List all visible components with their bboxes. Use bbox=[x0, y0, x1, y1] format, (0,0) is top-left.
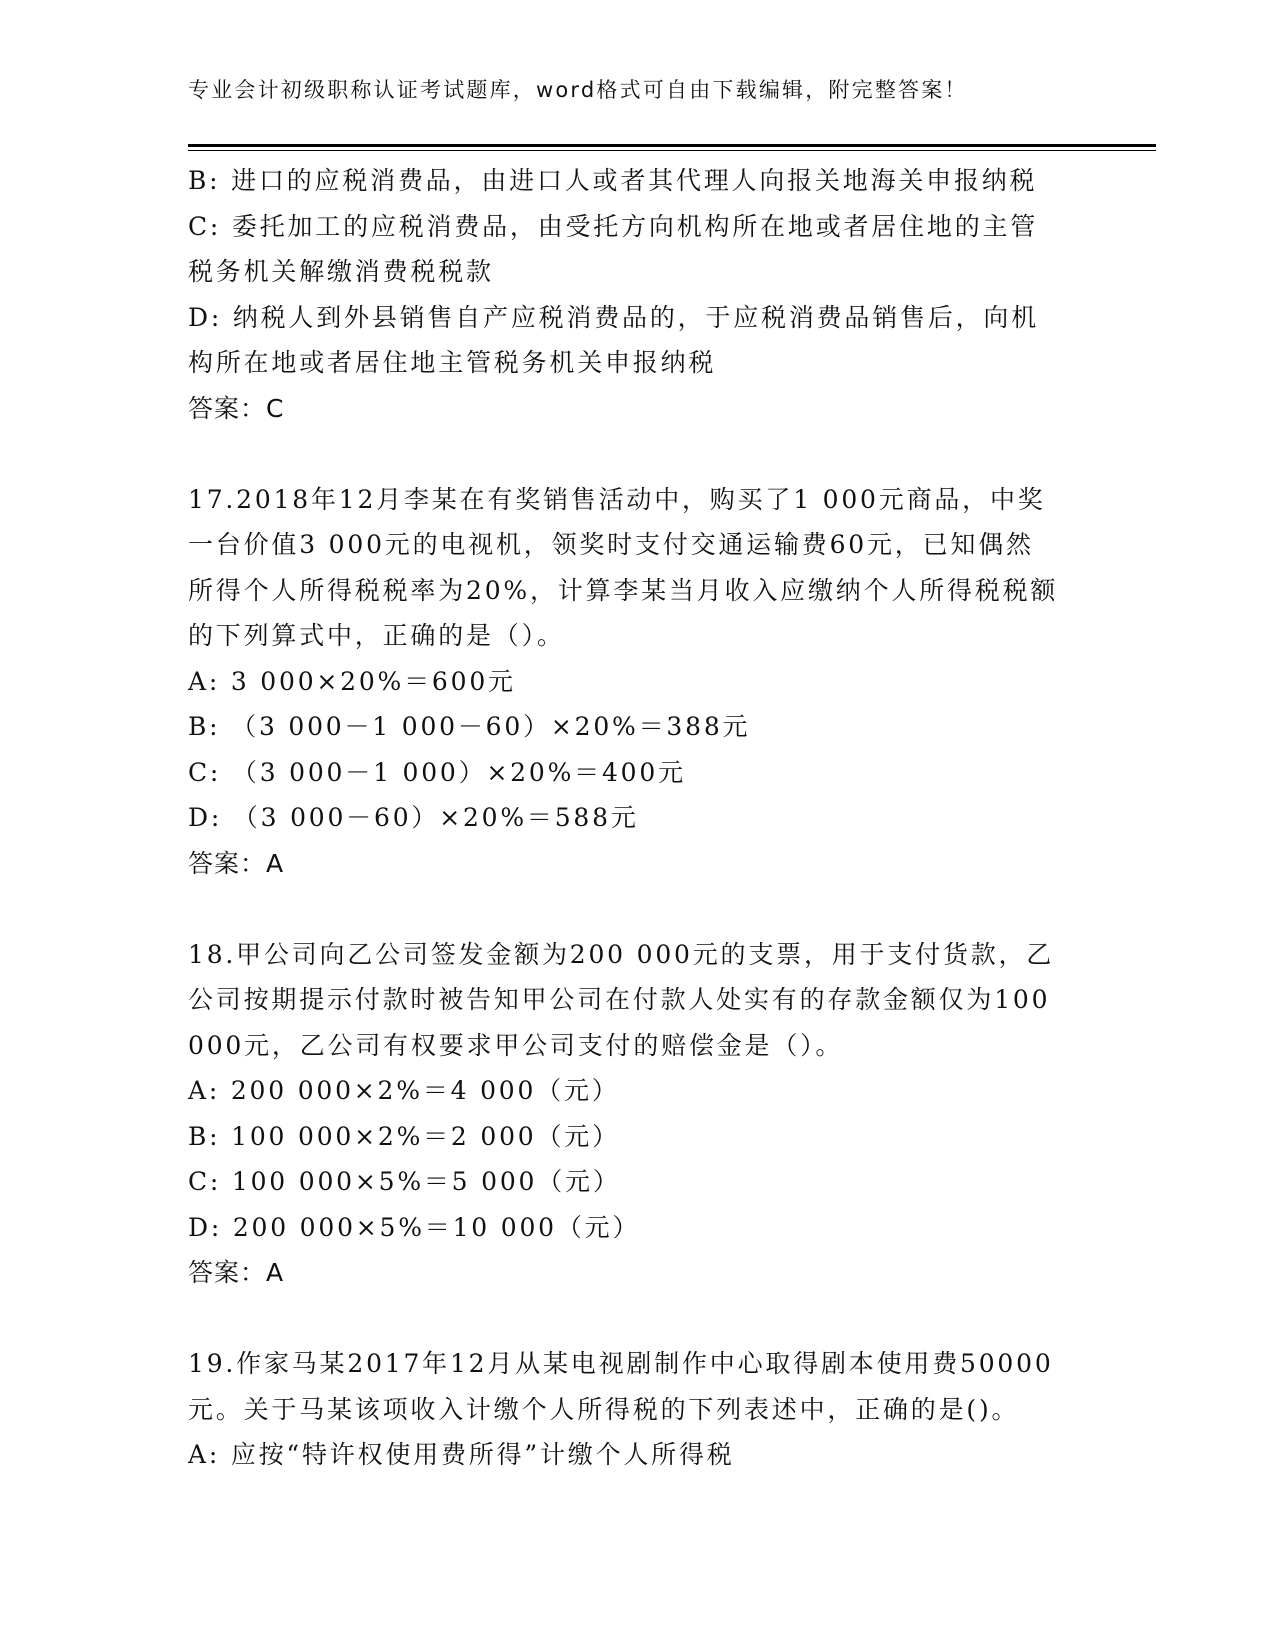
question-stem-line: 19.作家马某2017年12月从某电视剧制作中心取得剧本使用费50000 bbox=[188, 1349, 1054, 1378]
option-b: B: 100 000×2%＝2 000（元） bbox=[188, 1121, 620, 1151]
option-line: D: 纳税人到外县销售自产应税消费品的，于应税消费品销售后，向机 bbox=[188, 302, 1040, 332]
option-d: D: （3 000－60）×20%＝588元 bbox=[188, 803, 639, 832]
option-line: C: 委托加工的应税消费品，由受托方向机构所在地或者居住地的主管 bbox=[188, 211, 1039, 241]
option-a: A: 3 000×20%＝600元 bbox=[188, 666, 516, 696]
question-stem-line: 公司按期提示付款时被告知甲公司在付款人处实有的存款金额仅为100 bbox=[188, 985, 1051, 1014]
answer-label: 答案：A bbox=[188, 1258, 285, 1287]
prev-question bbox=[188, 158, 1088, 431]
spacer bbox=[188, 431, 1088, 477]
question-stem-line: 元。关于马某该项收入计缴个人所得税的下列表述中，正确的是()。 bbox=[188, 1394, 1020, 1424]
answer-label: 答案：A bbox=[188, 848, 285, 878]
question-stem-line: 17.2018年12月李某在有奖销售活动中，购买了1 000元商品，中奖 bbox=[188, 484, 1046, 514]
page-header: 专业会计初级职称认证考试题库，word格式可自由下载编辑，附完整答案！ bbox=[188, 78, 968, 102]
question-stem-line: 所得个人所得税税率为20%，计算李某当月收入应缴纳个人所得税税额 bbox=[188, 575, 1059, 605]
option-c: C: （3 000－1 000）×20%＝400元 bbox=[188, 757, 686, 787]
question-stem-line: 的下列算式中，正确的是（）。 bbox=[188, 621, 565, 650]
option-line: B: 进口的应税消费品，由进口人或者其代理人向报关地海关申报纳税 bbox=[188, 166, 1038, 195]
question-stem-line: 18.甲公司向乙公司签发金额为200 000元的支票，用于支付货款，乙 bbox=[188, 939, 1055, 969]
header-rule-thin bbox=[188, 150, 1156, 151]
option-a: A: 应按“特许权使用费所得”计缴个人所得税 bbox=[188, 1440, 735, 1469]
option-a: A: 200 000×2%＝4 000（元） bbox=[188, 1076, 620, 1105]
question-19 bbox=[188, 1341, 1088, 1478]
question-17 bbox=[188, 477, 1088, 887]
option-b: B: （3 000－1 000－60）×20%＝388元 bbox=[188, 712, 751, 741]
header-rule-thick bbox=[188, 144, 1156, 147]
question-18 bbox=[188, 932, 1088, 1296]
option-c: C: 100 000×5%＝5 000（元） bbox=[188, 1167, 621, 1196]
spacer bbox=[188, 1296, 1088, 1342]
option-d: D: 200 000×5%＝10 000（元） bbox=[188, 1212, 641, 1242]
document-body bbox=[188, 158, 1088, 1478]
option-line: 构所在地或者居住地主管税务机关申报纳税 bbox=[188, 348, 717, 377]
option-line: 税务机关解缴消费税税款 bbox=[188, 257, 494, 286]
answer-label: 答案：C bbox=[188, 393, 285, 423]
question-stem-line: 000元，乙公司有权要求甲公司支付的赔偿金是（）。 bbox=[188, 1030, 844, 1060]
question-stem-line: 一台价值3 000元的电视机，领奖时支付交通运输费60元，已知偶然 bbox=[188, 530, 1034, 559]
spacer bbox=[188, 886, 1088, 932]
